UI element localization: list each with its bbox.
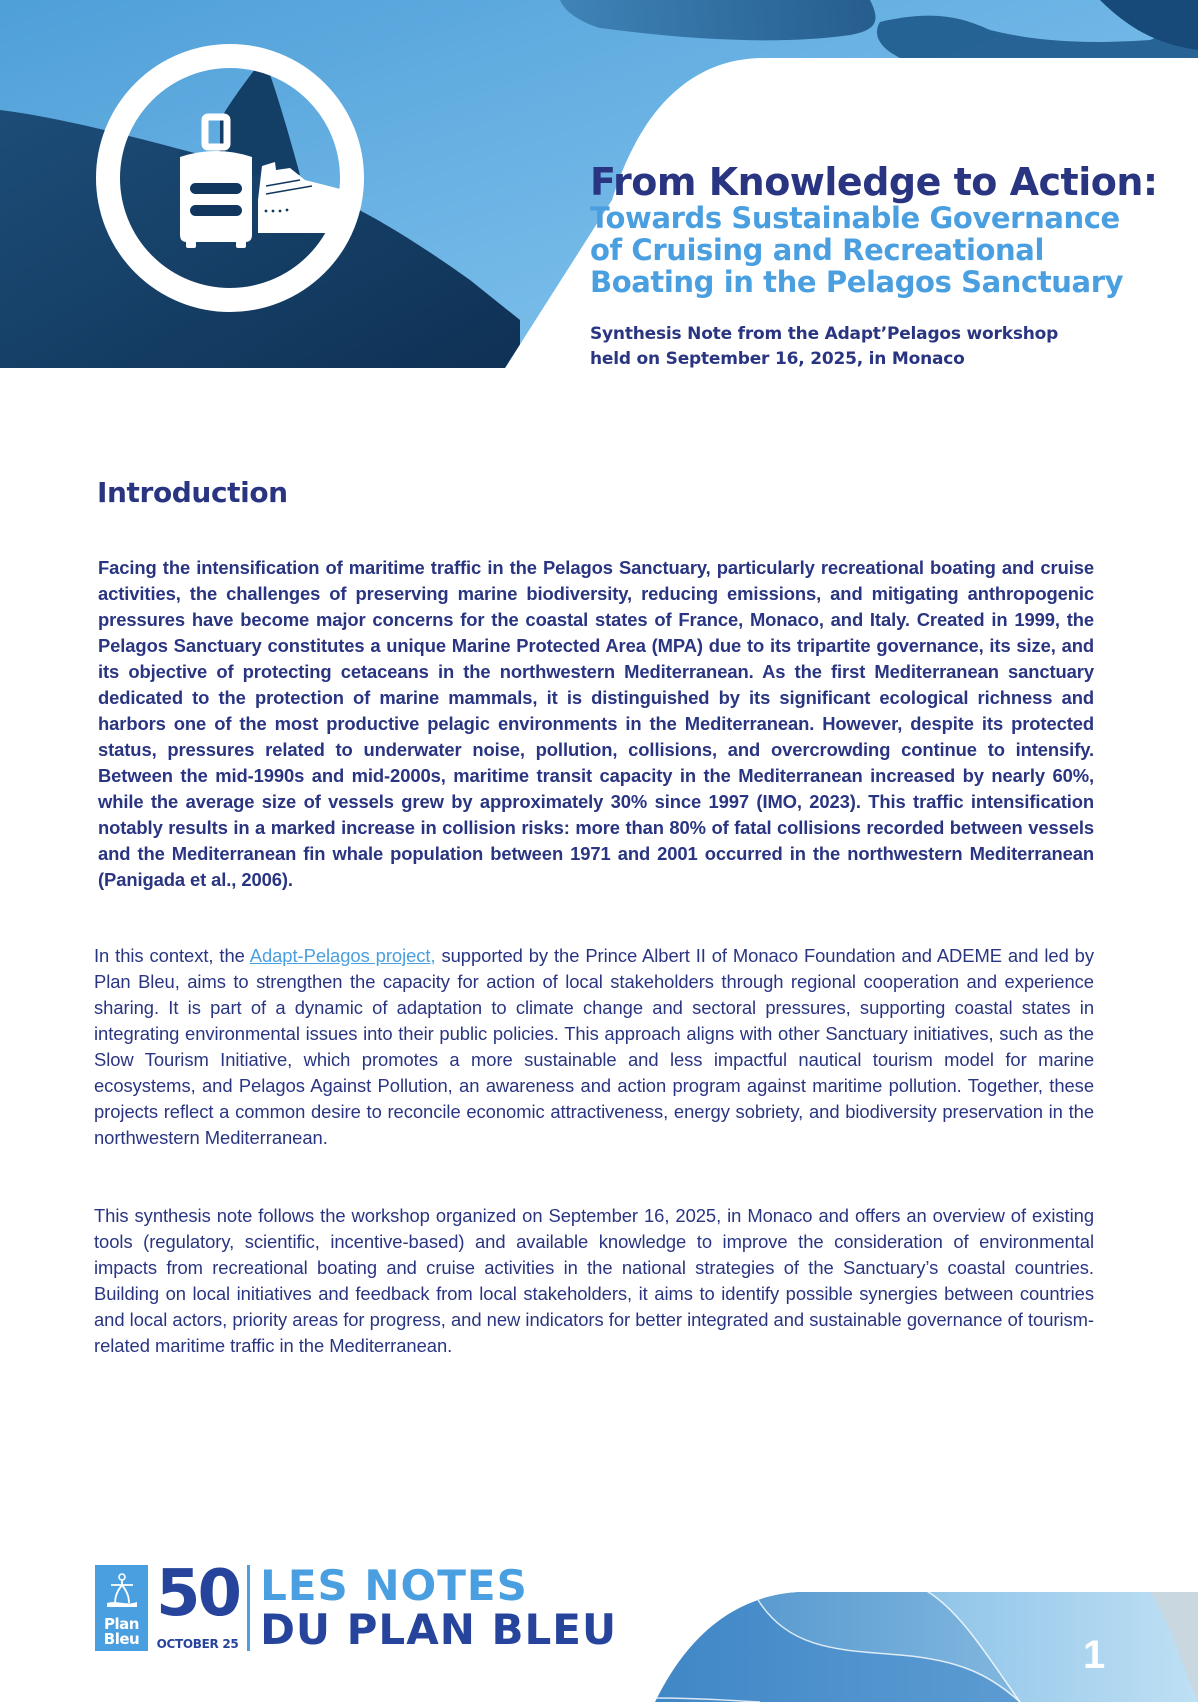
issue-number: 50 <box>156 1557 240 1631</box>
paragraph-text: In this context, the <box>94 945 250 966</box>
subtitle-line: Boating in the Pelagos Sanctuary <box>590 265 1124 299</box>
issue-info <box>156 1557 240 1651</box>
lead-paragraph: Facing the intensification of maritime traffic in the Pelagos Sanctuary, particularly recreational boating and cruise activities, the challenges of preserving marine biodiversity, reducing emissions, and mitigating anthropogenic pressures have become major concerns for the coastal states of France, Monaco, and Italy. Created in 1999, the Pelagos Sanctuary constitutes a unique Marine Protected Area (MPA) due to its tripartite governance, its size, and its objective of protecting cetaceans in the northwestern Mediterranean. As the first Mediterranean sanctuary dedicated to the protection of marine mammals, it is distinguished by its significant ecological richness and harbors one of the most productive pelagic environments in the Mediterranean. However, despite its protected status, pressures related to underwater noise, pollution, collisions, and overcrowding continue to intensify. Between the mid-1990s and mid-2000s, maritime transit capacity in the Mediterranean increased by nearly 60%, while the average size of vessels grew by approximately 30% since 1997 (IMO, 2023). This traffic intensification notably results in a marked increase in collision risks: more than 80% of fatal collisions recorded between vessels and the Mediterranean fin whale population between 1971 and 2001 occurred in the northwestern Mediterranean (Panigada et al., 2006). <box>98 557 1094 890</box>
paragraph-text: supported by the Prince Albert II of Monaco Foundation and ADEME and led by Plan Bleu, aims to strengthen the capacity for action of local stakeholders through regional cooperation and experience sharing. It is part of a dynamic of adaptation to climate change and sectoral pressures, supporting coastal states in integrating environmental issues into their public policies. This approach aligns with other Sanctuary initiatives, such as the Slow Tourism Initiative, which promotes a more sustainable and less impactful nautical tourism model for marine ecosystems, and Pelagos Against Pollution, an awareness and action program against maritime pollution. Together, these projects reflect a common desire to reconcile economic attractiveness, energy sobriety, and biodiversity preservation in the northwestern Mediterranean. <box>94 945 1094 1148</box>
issue-date: OCTOBER 25 <box>156 1637 239 1651</box>
document-title: From Knowledge to Action: <box>590 160 1158 204</box>
subtitle-line: of Cruising and Recreational <box>590 233 1044 267</box>
series-title-line-1: LES NOTES <box>260 1561 528 1610</box>
synthesis-note <box>590 322 1190 372</box>
document-subtitle <box>590 202 1190 298</box>
logo-word: Plan <box>104 1615 139 1633</box>
logo-divider <box>247 1565 250 1651</box>
section-heading-introduction: Introduction <box>97 476 288 509</box>
logo-word: Bleu <box>103 1630 140 1648</box>
title-block <box>590 160 1190 372</box>
page-number: 1 <box>1083 1633 1106 1677</box>
adapt-pelagos-project-link[interactable]: Adapt-Pelagos project, <box>249 945 436 966</box>
series-title-line-2: DU PLAN BLEU <box>260 1605 618 1654</box>
paragraph-context <box>94 943 1094 1151</box>
plan-bleu-logo <box>95 1565 148 1651</box>
series-title <box>260 1561 618 1654</box>
plan-bleu-notes-logo <box>95 1557 618 1655</box>
synthesis-line: Synthesis Note from the Adapt’Pelagos workshop <box>590 324 1059 344</box>
plan-bleu-emblem-icon <box>107 1573 137 1607</box>
paragraph-synthesis: This synthesis note follows the workshop organized on September 16, 2025, in Monaco and offers an overview of existing tools (regulatory, scientific, incentive-based) and available knowledge to improve the consideration of environmental impacts from recreational boating and cruise activities in the national strategies of the Sanctuary’s coastal countries. Building on local initiatives and feedback from local stakeholders, it aims to identify possible synergies between countries and local actors, priority areas for progress, and new indicators for better integrated and sustainable governance of tourism-related maritime traffic in the Mediterranean. <box>94 1205 1094 1356</box>
synthesis-line: held on September 16, 2025, in Monaco <box>590 349 965 369</box>
subtitle-line: Towards Sustainable Governance <box>590 201 1120 235</box>
